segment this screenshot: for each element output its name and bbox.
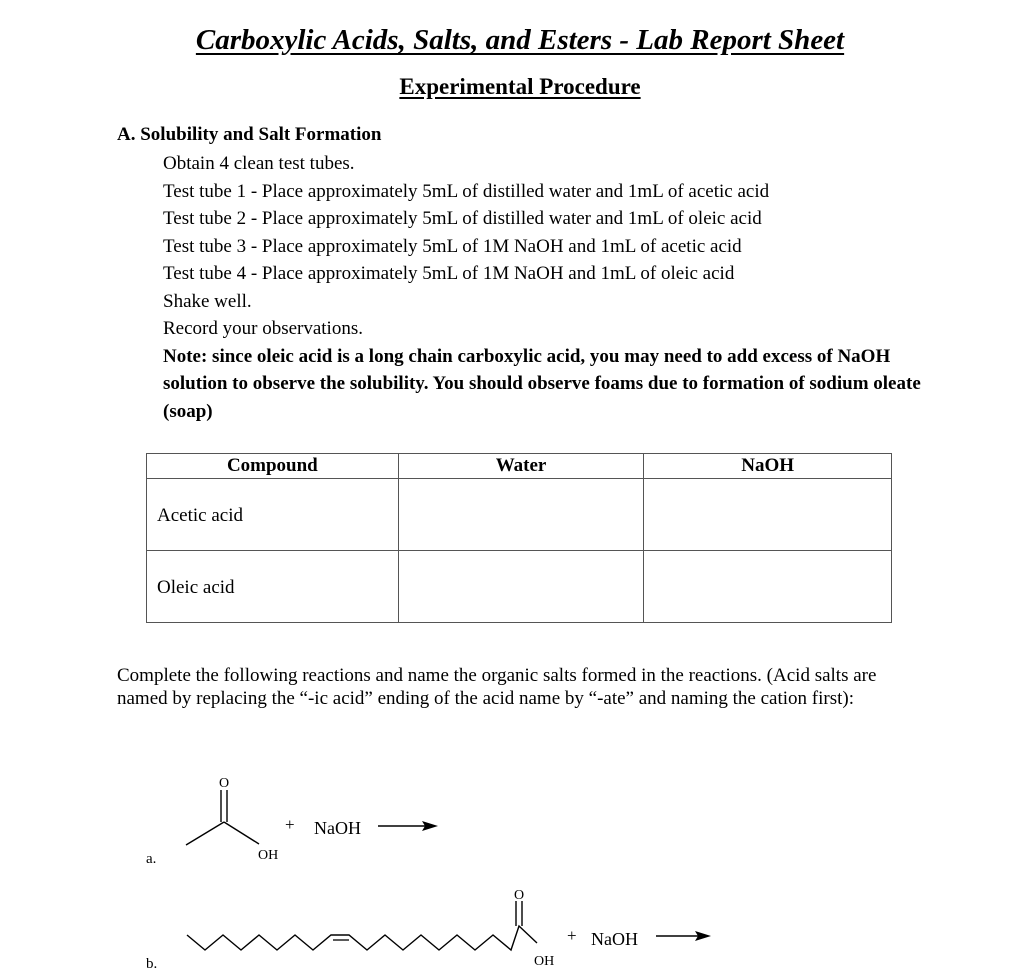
cell-naoh[interactable] (644, 551, 892, 623)
reaction-a-reagent: NaOH (314, 818, 361, 838)
table-header-row (147, 454, 892, 479)
reaction-a-carbonyl-o: O (218, 776, 230, 791)
cell-compound: Oleic acid (147, 551, 399, 623)
reaction-a-hydroxyl: OH (258, 848, 279, 863)
procedure-step: Obtain 4 clean test tubes. (163, 153, 355, 174)
reaction-a-plus: + (285, 815, 295, 834)
observation-table (146, 453, 892, 623)
procedure-step: Record your observations. (163, 318, 363, 339)
table-row (147, 551, 892, 623)
reaction-a-label: a. (146, 851, 157, 867)
reaction-b-label: b. (146, 956, 158, 972)
procedure-note: Note: since oleic acid is a long chain carboxylic acid, you may need to add excess of NaOH solution to observe the solubility. You should observe foams due to formation of sodium oleate (soap) (163, 345, 921, 422)
cell-compound: Acetic acid (147, 479, 399, 551)
cell-water[interactable] (398, 479, 644, 551)
procedure-step: Test tube 2 - Place approximately 5mL of distilled water and 1mL of oleic acid (163, 208, 762, 229)
page-title: Carboxylic Acids, Salts, and Esters - Lab Report Sheet (195, 24, 845, 56)
procedure-steps (163, 150, 923, 425)
page-subtitle: Experimental Procedure (399, 74, 641, 99)
acetic-acid-structure (186, 790, 259, 845)
procedure-step: Shake well. (163, 290, 252, 312)
header-compound: Compound (147, 454, 399, 479)
cell-naoh[interactable] (644, 479, 892, 551)
table-row (147, 479, 892, 551)
oleic-acid-structure (187, 926, 537, 950)
reaction-instructions: Complete the following reactions and name the organic salts formed in the reactions. (Acid salts are named by replacing the “-ic acid” ending of the acid name by “-ate” and naming the cation first): (117, 665, 877, 709)
header-water: Water (398, 454, 644, 479)
reaction-b-reagent: NaOH (591, 929, 638, 949)
reaction-b-arrow-icon (656, 931, 711, 941)
procedure-step: Test tube 3 - Place approximately 5mL of 1M NaOH and 1mL of acetic acid (163, 235, 742, 257)
section-a-heading: A. Solubility and Salt Formation (117, 124, 382, 145)
cell-water[interactable] (398, 551, 644, 623)
reaction-b-plus: + (567, 926, 577, 945)
procedure-step: Test tube 4 - Place approximately 5mL of 1M NaOH and 1mL of oleic acid (163, 263, 735, 284)
reaction-diagrams (0, 760, 1024, 975)
procedure-step: Test tube 1 - Place approximately 5mL of distilled water and 1mL of acetic acid (163, 180, 770, 202)
reaction-b-hydroxyl: OH (534, 954, 555, 969)
header-naoh: NaOH (644, 454, 892, 479)
reaction-a-arrow-icon (378, 821, 438, 831)
reaction-b-carbonyl-o: O (513, 888, 525, 903)
